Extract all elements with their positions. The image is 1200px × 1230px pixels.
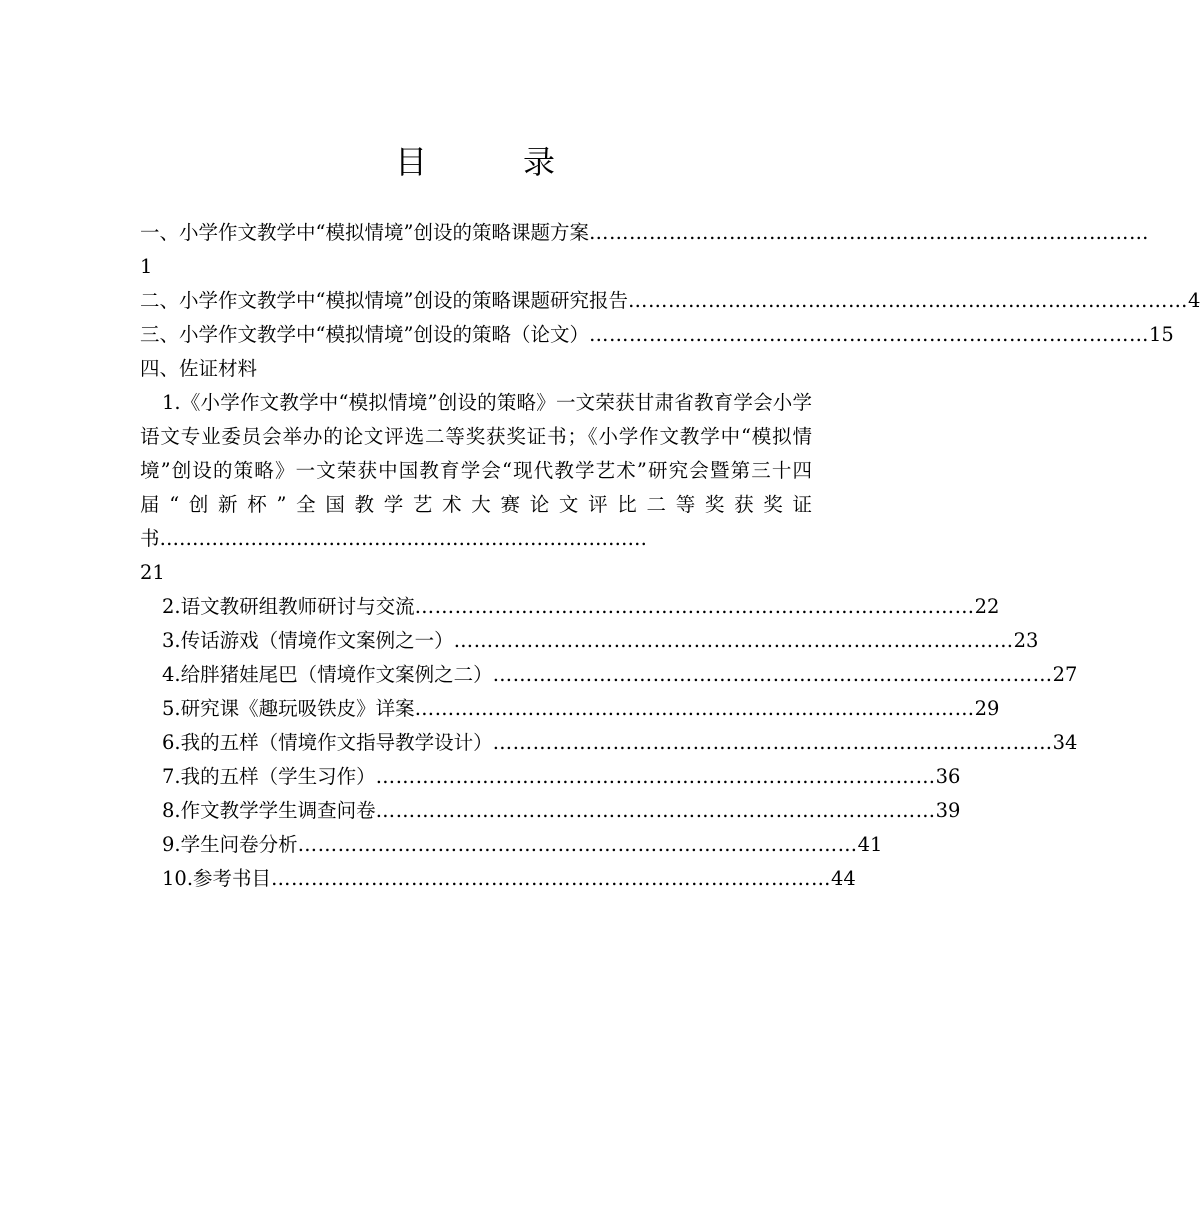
toc-leader-dots: ………………………………………………………………………… <box>588 323 1149 346</box>
toc-page-number: 29 <box>974 697 1000 720</box>
toc-entry-3[interactable] <box>140 318 1174 352</box>
toc-leader-dots: ………………………………………………………………………… <box>375 799 936 822</box>
toc-sub-entry-9[interactable] <box>140 828 883 862</box>
toc-sub-entry-4[interactable] <box>140 658 1078 692</box>
toc-leader-dots: ………………………………………………………………………… <box>414 697 975 720</box>
table-of-contents <box>140 216 1200 896</box>
page-title: 目 录 <box>394 143 587 181</box>
toc-entry-1[interactable] <box>140 216 1149 250</box>
toc-page-number: 4 <box>1187 289 1200 312</box>
toc-page-number: 27 <box>1052 663 1078 686</box>
toc-page-number: 23 <box>1013 629 1039 652</box>
toc-sub-entry-6[interactable] <box>140 726 1078 760</box>
toc-sub-entry-5[interactable] <box>140 692 1000 726</box>
toc-entry-text: 5.研究课《趣玩吸铁皮》详案 <box>162 697 415 720</box>
toc-entry-text: 二、小学作文教学中“模拟情境”创设的策略课题研究报告 <box>140 289 628 312</box>
toc-entry-1-page: 1 <box>140 255 153 278</box>
toc-leader-dots: ………………………………………………………………………… <box>297 833 858 856</box>
toc-entry-text: 4.给胖猪娃尾巴（情境作文案例之二） <box>162 663 493 686</box>
toc-leader-dots: ………………………………………………………………………… <box>453 629 1014 652</box>
toc-sub-entry-10[interactable] <box>140 862 856 896</box>
toc-page-number: 36 <box>935 765 961 788</box>
toc-page-number: 34 <box>1052 731 1078 754</box>
toc-entry-text: 7.我的五样（学生习作） <box>162 765 376 788</box>
toc-entry-text: 6.我的五样（情境作文指导教学设计） <box>162 731 493 754</box>
toc-leader-dots: ………………………………………………………………………… <box>492 731 1053 754</box>
toc-sub-entry-1-page: 21 <box>140 561 165 584</box>
toc-entry-text: 2.语文教研组教师研讨与交流 <box>162 595 415 618</box>
toc-entry-text: 三、小学作文教学中“模拟情境”创设的策略（论文） <box>140 323 589 346</box>
toc-page-number: 15 <box>1148 323 1174 346</box>
toc-entry-4[interactable]: 四、佐证材料 <box>140 357 258 380</box>
toc-sub-entry-2[interactable] <box>140 590 1000 624</box>
toc-sub-entry-8[interactable] <box>140 794 961 828</box>
toc-entry-text: 9.学生问卷分析 <box>162 833 298 856</box>
toc-page-number: 41 <box>857 833 883 856</box>
toc-entry-text: 8.作文教学学生调查问卷 <box>162 799 376 822</box>
toc-leader-dots: ………………………………………………………………………… <box>271 867 832 890</box>
toc-leader-dots: ………………………………………………………………………… <box>492 663 1053 686</box>
toc-entry-text: 一、小学作文教学中“模拟情境”创设的策略课题方案 <box>140 221 589 244</box>
toc-sub-entry-7[interactable] <box>140 760 961 794</box>
toc-sub-entry-1[interactable] <box>140 386 812 556</box>
toc-leader-dots: ………………………………………………………………………… <box>375 765 936 788</box>
toc-leader-dots: ………………………………………………………………………… <box>414 595 975 618</box>
toc-leader-dots: ………………………………………………………………… <box>159 527 648 550</box>
toc-leader-dots: ………………………………………………………………………… <box>627 289 1188 312</box>
toc-entry-text: 10.参考书目 <box>162 867 272 890</box>
toc-entry-2[interactable] <box>140 284 1200 318</box>
toc-leader-dots: ………………………………………………………………………… <box>588 221 1149 244</box>
toc-page-number: 44 <box>831 867 856 890</box>
toc-entry-text: 1.《小学作文教学中“模拟情境”创设的策略》一文荣获甘肃省教育学会小学语文专业委员会举办的论文评选二等奖获奖证书；《小学作文教学中“模拟情境”创设的策略》一文荣获中国教育学会“现代教学艺术”研究会暨第三十四届“创新杯”全国教学艺术大赛论文评比二等奖获奖证书 <box>140 391 812 550</box>
toc-entry-text: 3.传话游戏（情境作文案例之一） <box>162 629 454 652</box>
toc-sub-entry-3[interactable] <box>140 624 1039 658</box>
toc-page-number: 39 <box>935 799 961 822</box>
toc-page-number: 22 <box>974 595 1000 618</box>
